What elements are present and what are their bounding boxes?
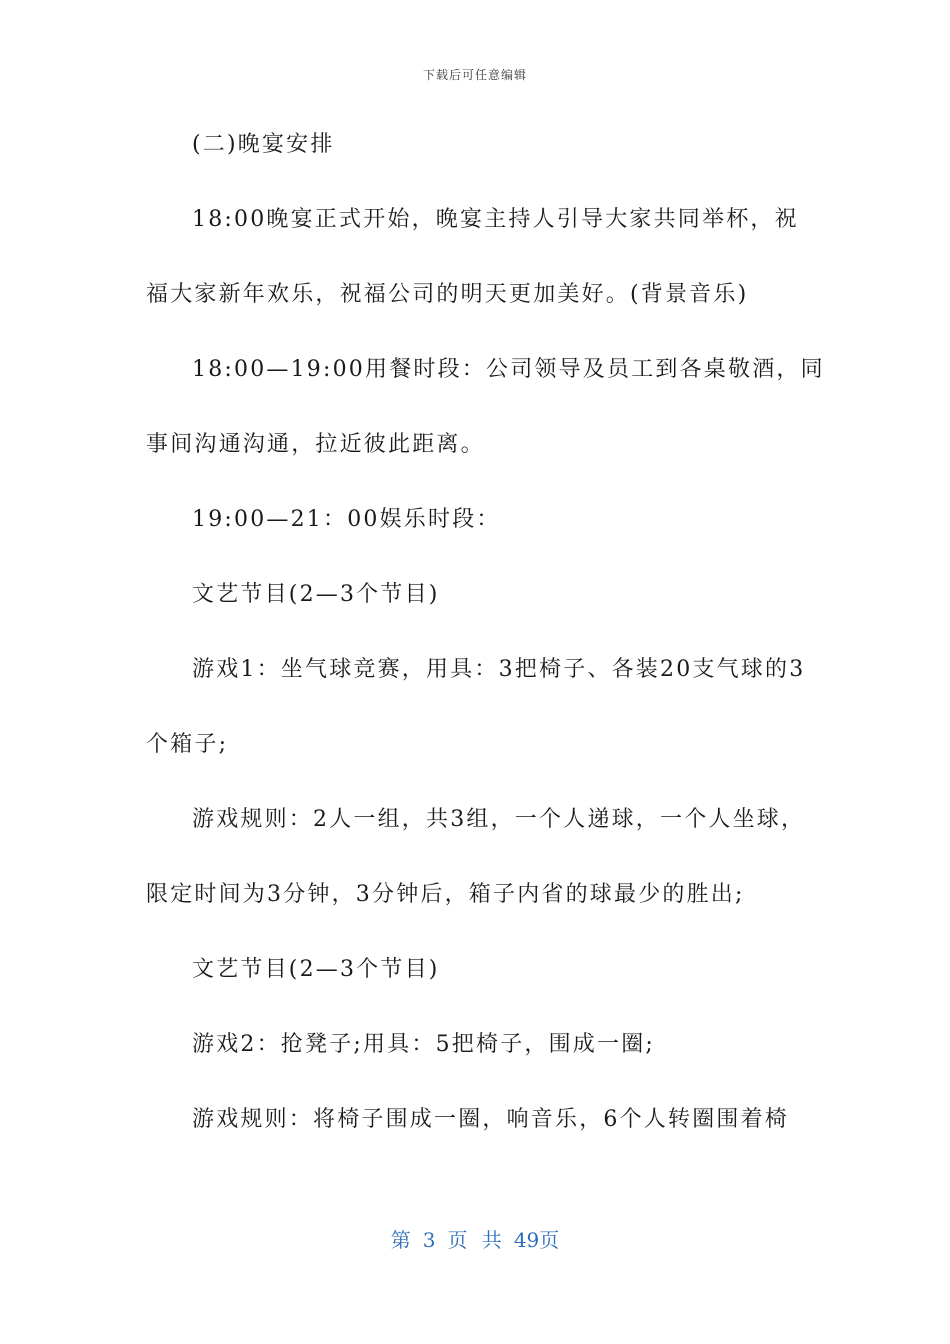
page-number-middle: 页 共 — [447, 1228, 502, 1252]
paragraph-line: 个箱子; — [146, 732, 229, 757]
paragraph-line: 游戏1：坐气球竞赛，用具：3把椅子、各装20支气球的3 — [192, 657, 806, 682]
paragraph-line: 18:00—19:00用餐时段：公司领导及员工到各桌敬酒，同 — [192, 357, 825, 382]
paragraph-line: 游戏2：抢凳子;用具：5把椅子，围成一圈; — [192, 1032, 656, 1057]
header-note: 下载后可任意编辑 — [422, 68, 527, 82]
page-footer — [0, 1224, 950, 1253]
paragraph-line: 文艺节目(2—3个节目) — [192, 957, 440, 982]
paragraph-line: 18:00晚宴正式开始，晚宴主持人引导大家共同举杯，祝 — [192, 207, 799, 232]
document-body — [146, 122, 825, 1172]
section-heading: (二)晚宴安排 — [192, 132, 335, 157]
paragraph-line: 游戏规则：将椅子围成一圈，响音乐，6个人转圈围着椅 — [192, 1107, 789, 1132]
paragraph-line: 游戏规则：2人一组，共3组，一个人递球，一个人坐球， — [192, 807, 806, 832]
page-number-prefix: 第 — [390, 1228, 411, 1252]
paragraph-line: 19:00—21：00娱乐时段： — [192, 507, 501, 532]
paragraph-line: 限定时间为3分钟，3分钟后，箱子内省的球最少的胜出; — [146, 882, 745, 907]
total-pages: 49页 — [513, 1228, 560, 1252]
current-page-number: 3 — [422, 1228, 436, 1252]
paragraph-line: 事间沟通沟通，拉近彼此距离。 — [146, 432, 485, 457]
paragraph-line: 文艺节目(2—3个节目) — [192, 582, 440, 607]
paragraph-line: 福大家新年欢乐，祝福公司的明天更加美好。(背景音乐) — [146, 282, 749, 307]
